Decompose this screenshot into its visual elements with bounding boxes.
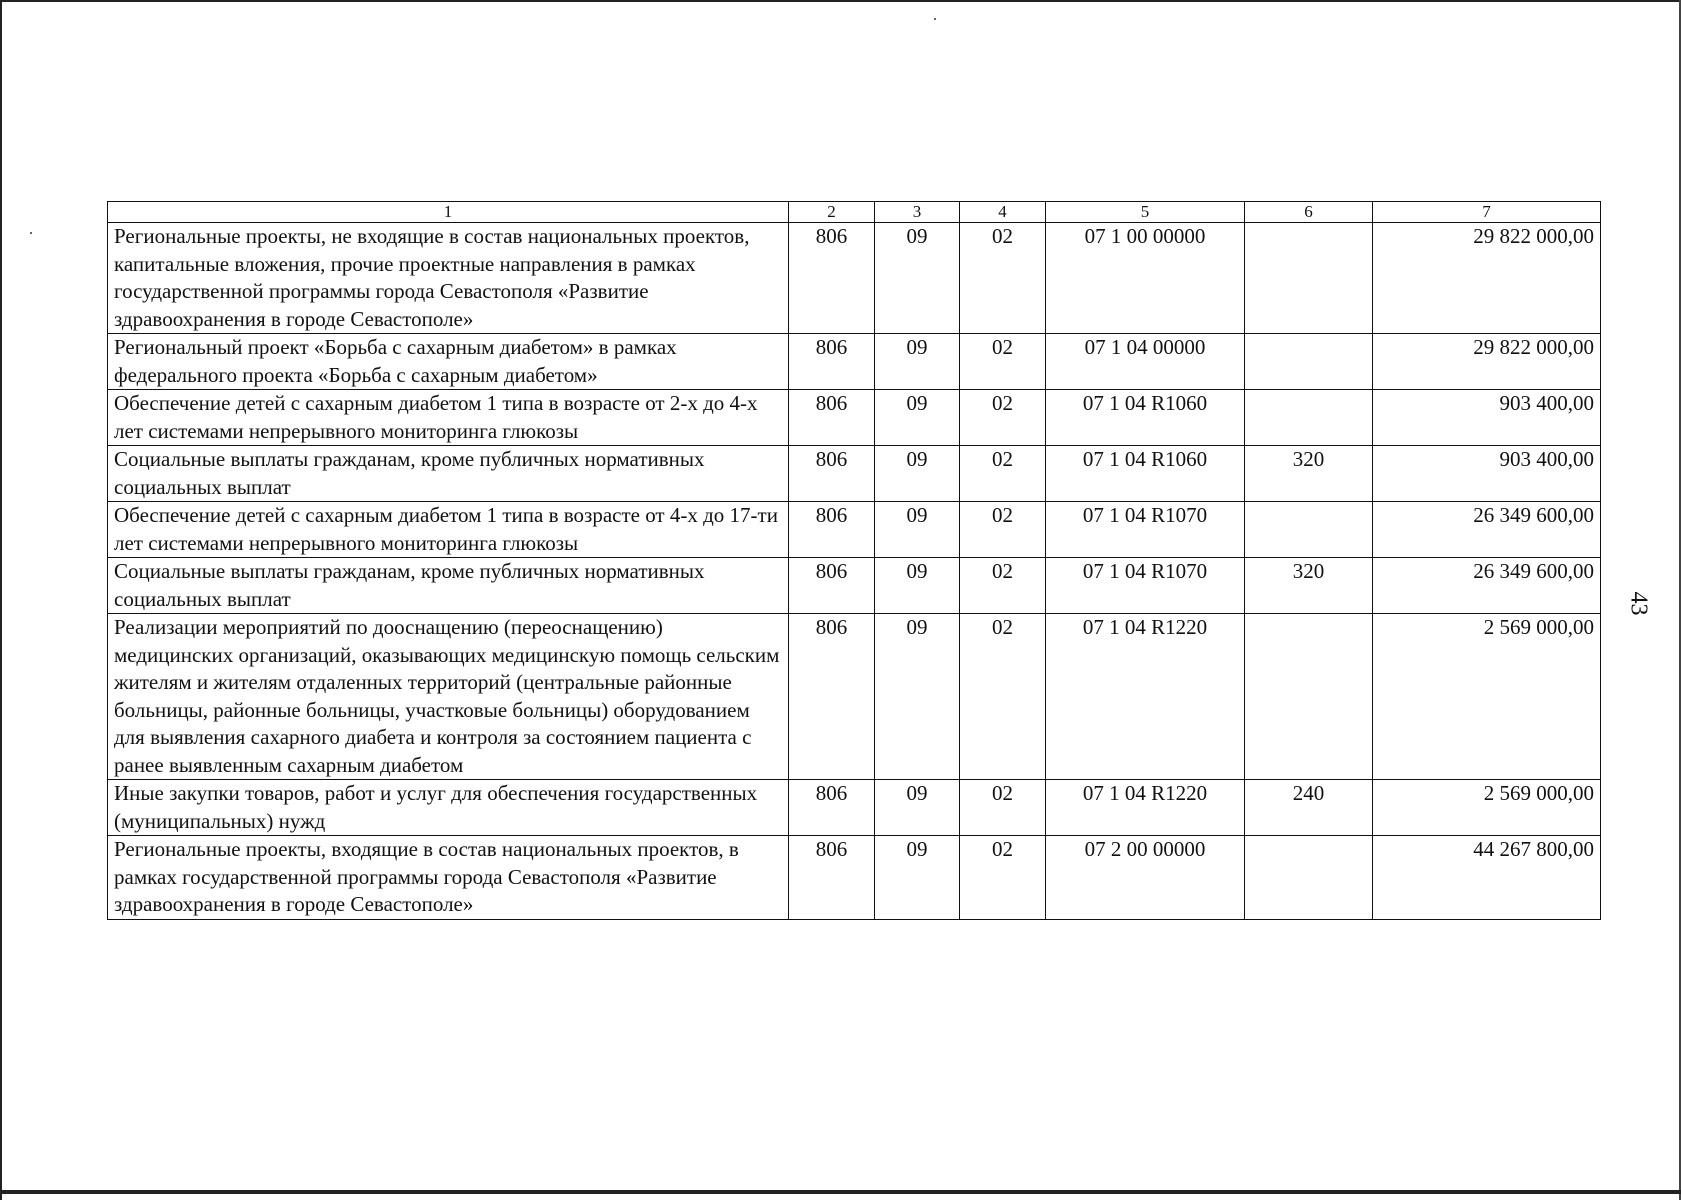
expense-type-code: 320	[1245, 446, 1373, 502]
row-name: Социальные выплаты гражданам, кроме публичных нормативных социальных выплат	[108, 558, 789, 614]
amount: 26 349 600,00	[1373, 502, 1601, 558]
section-code: 09	[875, 614, 960, 780]
expense-type-code	[1245, 614, 1373, 780]
column-header: 6	[1245, 202, 1373, 223]
amount: 26 349 600,00	[1373, 558, 1601, 614]
subsection-code: 02	[960, 836, 1046, 920]
row-name: Региональные проекты, не входящие в состав национальных проектов, капитальные вложения, прочие проектные направления в рамках государственной программы города Севастополя «Развитие здравоохранения в городе Севастополе»	[108, 223, 789, 334]
expense-type-code	[1245, 334, 1373, 390]
page-border-left	[0, 0, 2, 1200]
scan-speck	[30, 232, 32, 234]
section-code: 09	[875, 446, 960, 502]
table-row	[108, 836, 1601, 920]
subsection-code: 02	[960, 558, 1046, 614]
table-row	[108, 390, 1601, 446]
amount: 44 267 800,00	[1373, 836, 1601, 920]
section-code: 09	[875, 390, 960, 446]
page-border-top	[0, 0, 1681, 2]
column-header: 5	[1046, 202, 1245, 223]
column-header: 4	[960, 202, 1046, 223]
column-header: 1	[108, 202, 789, 223]
table-row	[108, 614, 1601, 780]
subsection-code: 02	[960, 446, 1046, 502]
ministry-code: 806	[789, 223, 875, 334]
table-row	[108, 446, 1601, 502]
target-article-code: 07 1 04 R1070	[1046, 558, 1245, 614]
expense-type-code	[1245, 836, 1373, 920]
ministry-code: 806	[789, 334, 875, 390]
column-header: 3	[875, 202, 960, 223]
target-article-code: 07 1 04 00000	[1046, 334, 1245, 390]
target-article-code: 07 1 04 R1070	[1046, 502, 1245, 558]
column-header: 7	[1373, 202, 1601, 223]
section-code: 09	[875, 780, 960, 836]
row-name: Обеспечение детей с сахарным диабетом 1 типа в возрасте от 4-х до 17-ти лет системами непрерывного мониторинга глюкозы	[108, 502, 789, 558]
subsection-code: 02	[960, 390, 1046, 446]
amount: 903 400,00	[1373, 446, 1601, 502]
expense-type-code	[1245, 390, 1373, 446]
subsection-code: 02	[960, 334, 1046, 390]
section-code: 09	[875, 836, 960, 920]
ministry-code: 806	[789, 780, 875, 836]
amount: 29 822 000,00	[1373, 223, 1601, 334]
amount: 29 822 000,00	[1373, 334, 1601, 390]
section-code: 09	[875, 558, 960, 614]
page-border-bottom	[0, 1190, 1681, 1194]
expense-type-code: 240	[1245, 780, 1373, 836]
subsection-code: 02	[960, 223, 1046, 334]
target-article-code: 07 1 04 R1220	[1046, 780, 1245, 836]
column-header: 2	[789, 202, 875, 223]
page-number: 43	[1625, 591, 1652, 616]
target-article-code: 07 1 00 00000	[1046, 223, 1245, 334]
amount: 903 400,00	[1373, 390, 1601, 446]
section-code: 09	[875, 223, 960, 334]
expense-type-code	[1245, 502, 1373, 558]
target-article-code: 07 2 00 00000	[1046, 836, 1245, 920]
budget-table	[107, 201, 1601, 920]
target-article-code: 07 1 04 R1060	[1046, 446, 1245, 502]
ministry-code: 806	[789, 446, 875, 502]
subsection-code: 02	[960, 780, 1046, 836]
subsection-code: 02	[960, 502, 1046, 558]
table-row	[108, 780, 1601, 836]
amount: 2 569 000,00	[1373, 780, 1601, 836]
subsection-code: 02	[960, 614, 1046, 780]
amount: 2 569 000,00	[1373, 614, 1601, 780]
section-code: 09	[875, 334, 960, 390]
target-article-code: 07 1 04 R1060	[1046, 390, 1245, 446]
expense-type-code	[1245, 223, 1373, 334]
row-name: Региональные проекты, входящие в состав национальных проектов, в рамках государственной программы города Севастополя «Развитие здравоохранения в городе Севастополе»	[108, 836, 789, 920]
ministry-code: 806	[789, 390, 875, 446]
table-row	[108, 502, 1601, 558]
target-article-code: 07 1 04 R1220	[1046, 614, 1245, 780]
table-row	[108, 223, 1601, 334]
row-name: Реализации мероприятий по дооснащению (переоснащению) медицинских организаций, оказывающих медицинскую помощь сельским жителям и жителям отдаленных территорий (центральные районные больницы, районные больницы, участковые больницы) оборудованием для выявления сахарного диабета и контроля за состоянием пациента с ранее выявленным сахарным диабетом	[108, 614, 789, 780]
row-name: Иные закупки товаров, работ и услуг для обеспечения государственных (муниципальных) нужд	[108, 780, 789, 836]
column-number-row	[108, 202, 1601, 223]
section-code: 09	[875, 502, 960, 558]
ministry-code: 806	[789, 836, 875, 920]
row-name: Обеспечение детей с сахарным диабетом 1 типа в возрасте от 2-х до 4-х лет системами непрерывного мониторинга глюкозы	[108, 390, 789, 446]
row-name: Социальные выплаты гражданам, кроме публичных нормативных социальных выплат	[108, 446, 789, 502]
ministry-code: 806	[789, 558, 875, 614]
expense-type-code: 320	[1245, 558, 1373, 614]
table-row	[108, 558, 1601, 614]
scan-speck	[934, 18, 936, 20]
table-row	[108, 334, 1601, 390]
row-name: Региональный проект «Борьба с сахарным диабетом» в рамках федерального проекта «Борьба с сахарным диабетом»	[108, 334, 789, 390]
ministry-code: 806	[789, 502, 875, 558]
ministry-code: 806	[789, 614, 875, 780]
